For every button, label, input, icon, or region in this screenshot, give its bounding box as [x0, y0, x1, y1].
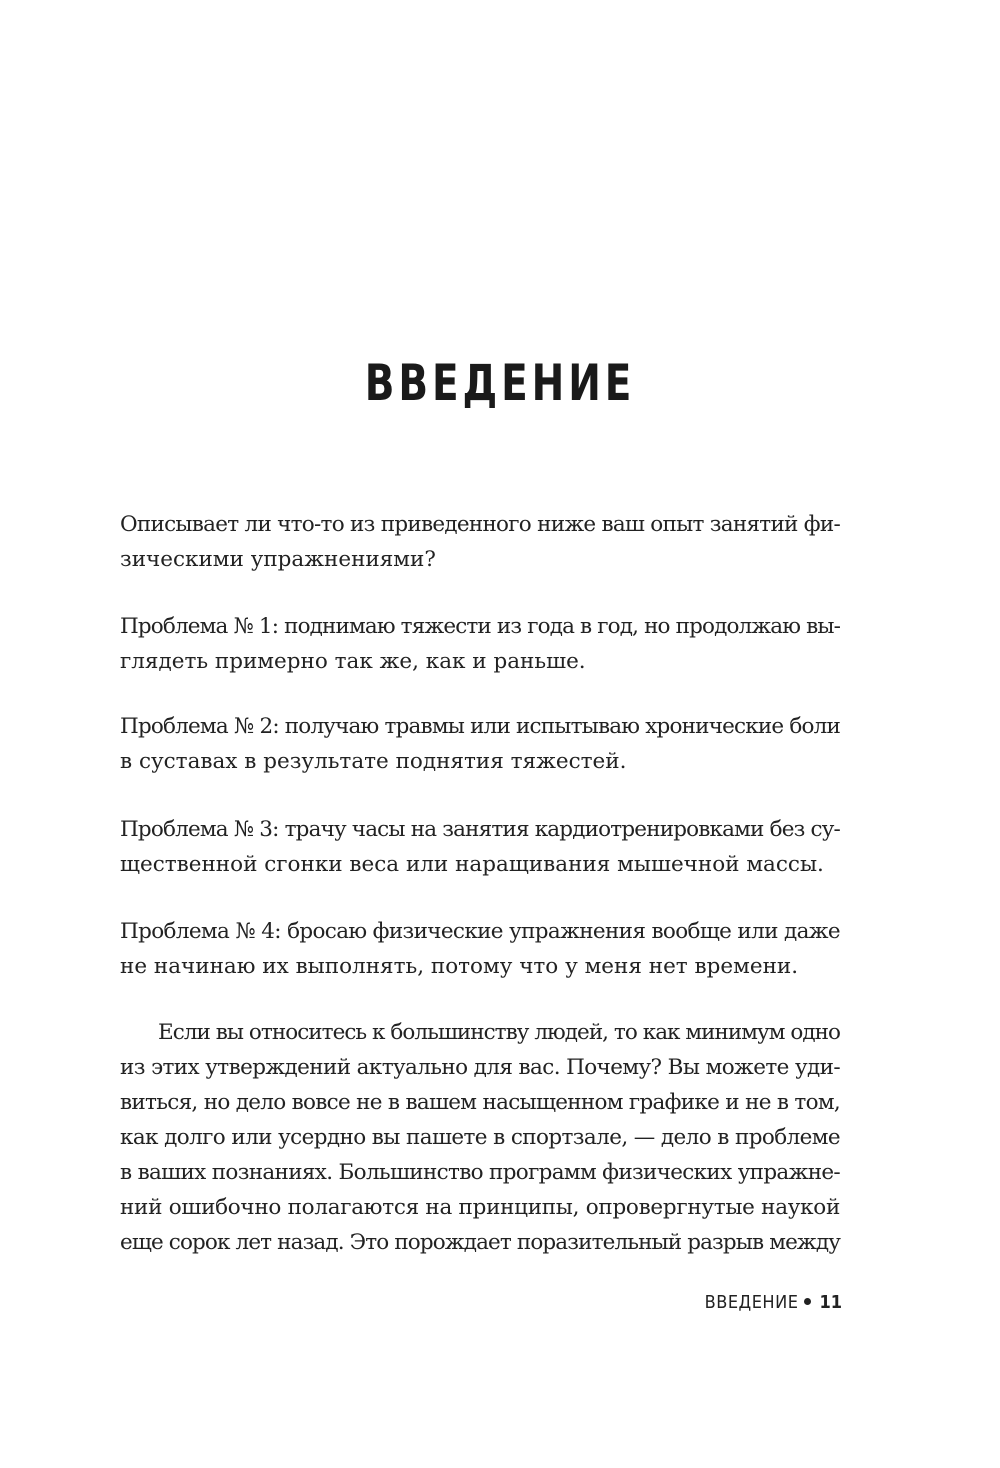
text-line: Если вы относитесь к большинству людей, то как минимум одно [158, 1020, 840, 1045]
text-line: Описывает ли что-то из приведенного ниже ваш опыт занятий фи- [120, 512, 840, 537]
text-line: в ваших познаниях. Большинство программ физических упражне- [120, 1160, 840, 1185]
text-line: глядеть примерно так же, как и раньше. [120, 649, 586, 674]
text-line: виться, но дело вовсе не в вашем насыщенном графике и не в том, [120, 1090, 840, 1115]
problem-2 [120, 709, 840, 779]
text-line: Проблема № 2: получаю травмы или испытываю хронические боли [120, 714, 840, 739]
problem-3 [120, 812, 840, 882]
text-line: Проблема № 1: поднимаю тяжести из года в год, но продолжаю вы- [120, 614, 840, 639]
problem-4 [120, 914, 840, 984]
chapter-title: ВВЕДЕНИЕ [364, 354, 636, 412]
text-line: еще сорок лет назад. Это порождает поразительный разрыв между [120, 1230, 840, 1255]
text-line: не начинаю их выполнять, потому что у меня нет времени. [120, 954, 799, 979]
text-line: Проблема № 3: трачу часы на занятия кардиотренировками без су- [120, 817, 840, 842]
problem-1 [120, 609, 840, 679]
text-line: ний ошибочно полагаются на принципы, опровергнутые наукой [120, 1195, 840, 1220]
running-footer [705, 1292, 842, 1313]
footer-section-title: ВВЕДЕНИЕ [704, 1292, 799, 1313]
text-line: зическими упражнениями? [120, 547, 436, 572]
text-line: как долго или усердно вы пашете в спортзале, — дело в проблеме [120, 1125, 840, 1150]
text-line: из этих утверждений актуально для вас. Почему? Вы можете уди- [120, 1055, 840, 1080]
text-line: щественной сгонки веса или наращивания мышечной массы. [120, 852, 824, 877]
page-number: 11 [819, 1292, 842, 1313]
bullet-icon [804, 1298, 811, 1305]
text-line: в суставах в результате поднятия тяжестей. [120, 749, 627, 774]
text-line: Проблема № 4: бросаю физические упражнения вообще или даже [120, 919, 840, 944]
intro-paragraph [120, 507, 840, 577]
main-paragraph [120, 1015, 840, 1260]
